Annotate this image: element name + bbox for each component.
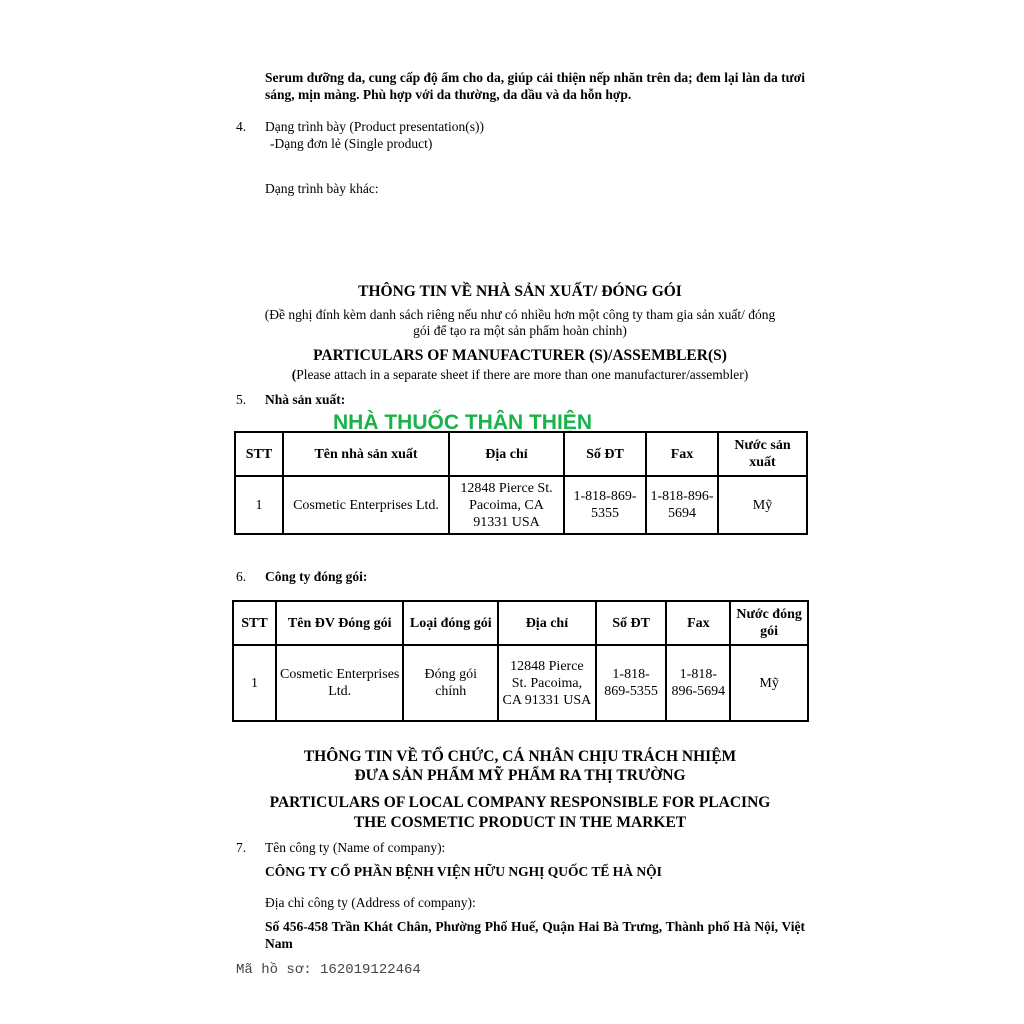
item7-address: Số 456-458 Trần Khát Chân, Phường Phố Huế, Quận Hai Bà Trưng, Thành phố Hà Nội, Việt Nam (265, 919, 805, 951)
manufacturer-cell-name: Cosmetic Enterprises Ltd. (283, 476, 449, 534)
manufacturer-note-vi-line1: (Đề nghị đính kèm danh sách riêng nếu như có nhiều hơn một công ty tham gia sản xuất/ đóng (264, 307, 776, 322)
item4-number: 4. (236, 119, 247, 134)
manufacturer-header-fax: Fax (646, 432, 718, 476)
packer-header-address: Địa chỉ (498, 601, 596, 645)
watermark-text: NHÀ THUỐC THÂN THIỆN (333, 411, 592, 434)
item4-single-product: -Dạng đơn lẻ (Single product) (270, 136, 433, 151)
item4-other-presentation: Dạng trình bày khác: (265, 181, 379, 196)
packer-cell-country: Mỹ (730, 645, 808, 721)
packer-cell-name: Cosmetic Enterprises Ltd. (276, 645, 404, 721)
manufacturer-note-en (230, 366, 810, 383)
responsible-title-vi-line2: ĐƯA SẢN PHẨM MỸ PHẨM RA THỊ TRƯỜNG (354, 767, 686, 784)
manufacturer-cell-country: Mỹ (718, 476, 807, 534)
manufacturer-cell-fax: 1-818-896-5694 (646, 476, 718, 534)
manufacturer-note-en-paren: ( (291, 367, 297, 382)
packer-table-header-row (233, 601, 808, 645)
item7-address-label: Địa chỉ công ty (Address of company): (265, 895, 476, 910)
packer-header-country: Nước đóng gói (730, 601, 808, 645)
manufacturer-cell-phone: 1-818-869-5355 (564, 476, 646, 534)
packer-table (232, 600, 809, 722)
manufacturer-note-en-text: Please attach in a separate sheet if there are more than one manufacturer/assembler) (296, 367, 749, 382)
packer-header-fax: Fax (666, 601, 730, 645)
item7-label: Tên công ty (Name of company): (265, 840, 446, 855)
packer-header-stt: STT (233, 601, 276, 645)
manufacturer-header-address: Địa chỉ (449, 432, 564, 476)
manufacturer-section-title-en: PARTICULARS OF MANUFACTURER (S)/ASSEMBLER(S) (313, 347, 727, 364)
manufacturer-note-vi-line2: gói để tạo ra một sản phẩm hoàn chỉnh) (413, 323, 627, 338)
packer-header-type: Loại đóng gói (403, 601, 498, 645)
manufacturer-table-header-row (235, 432, 807, 476)
packer-header-phone: Số ĐT (596, 601, 667, 645)
item5-number: 5. (236, 392, 247, 407)
item7-company-name: CÔNG TY CỔ PHẦN BỆNH VIỆN HỮU NGHỊ QUỐC TẾ HÀ NỘI (265, 864, 662, 879)
manufacturer-section-title-vi: THÔNG TIN VỀ NHÀ SẢN XUẤT/ ĐÓNG GÓI (358, 283, 682, 300)
responsible-title-vi-line1: THÔNG TIN VỀ TỔ CHỨC, CÁ NHÂN CHỊU TRÁCH NHIỆM (303, 748, 737, 765)
manufacturer-header-phone: Số ĐT (564, 432, 646, 476)
manufacturer-table (234, 431, 808, 535)
packer-header-name: Tên ĐV Đóng gói (276, 601, 404, 645)
manufacturer-cell-address: 12848 Pierce St. Pacoima, CA 91331 USA (449, 476, 564, 534)
responsible-title-en-line2: THE COSMETIC PRODUCT IN THE MARKET (353, 814, 687, 831)
table-row (235, 476, 807, 534)
manufacturer-header-stt: STT (235, 432, 283, 476)
packer-cell-stt: 1 (233, 645, 276, 721)
packer-cell-type: Đóng gói chính (403, 645, 498, 721)
item6-label: Công ty đóng gói: (265, 569, 368, 584)
table-row (233, 645, 808, 721)
manufacturer-header-name: Tên nhà sản xuất (283, 432, 449, 476)
item7-number: 7. (236, 840, 247, 855)
packer-cell-fax: 1-818-896-5694 (666, 645, 730, 721)
item5-label: Nhà sản xuất: (265, 392, 346, 407)
manufacturer-cell-stt: 1 (235, 476, 283, 534)
item6-number: 6. (236, 569, 247, 584)
packer-cell-phone: 1-818-869-5355 (596, 645, 667, 721)
manufacturer-header-country: Nước sản xuất (718, 432, 807, 476)
packer-cell-address: 12848 Pierce St. Pacoima, CA 91331 USA (498, 645, 596, 721)
intro-paragraph: Serum dưỡng da, cung cấp độ ẩm cho da, giúp cải thiện nếp nhăn trên da; đem lại làn da tươi sáng, mịn màng. Phù hợp với da thường, da dầu và da hỗn hợp. (265, 70, 805, 102)
item4-label: Dạng trình bày (Product presentation(s)) (265, 119, 484, 134)
file-code: Mã hồ sơ: 162019122464 (236, 962, 421, 978)
responsible-title-en-line1: PARTICULARS OF LOCAL COMPANY RESPONSIBLE FOR PLACING (269, 794, 771, 811)
